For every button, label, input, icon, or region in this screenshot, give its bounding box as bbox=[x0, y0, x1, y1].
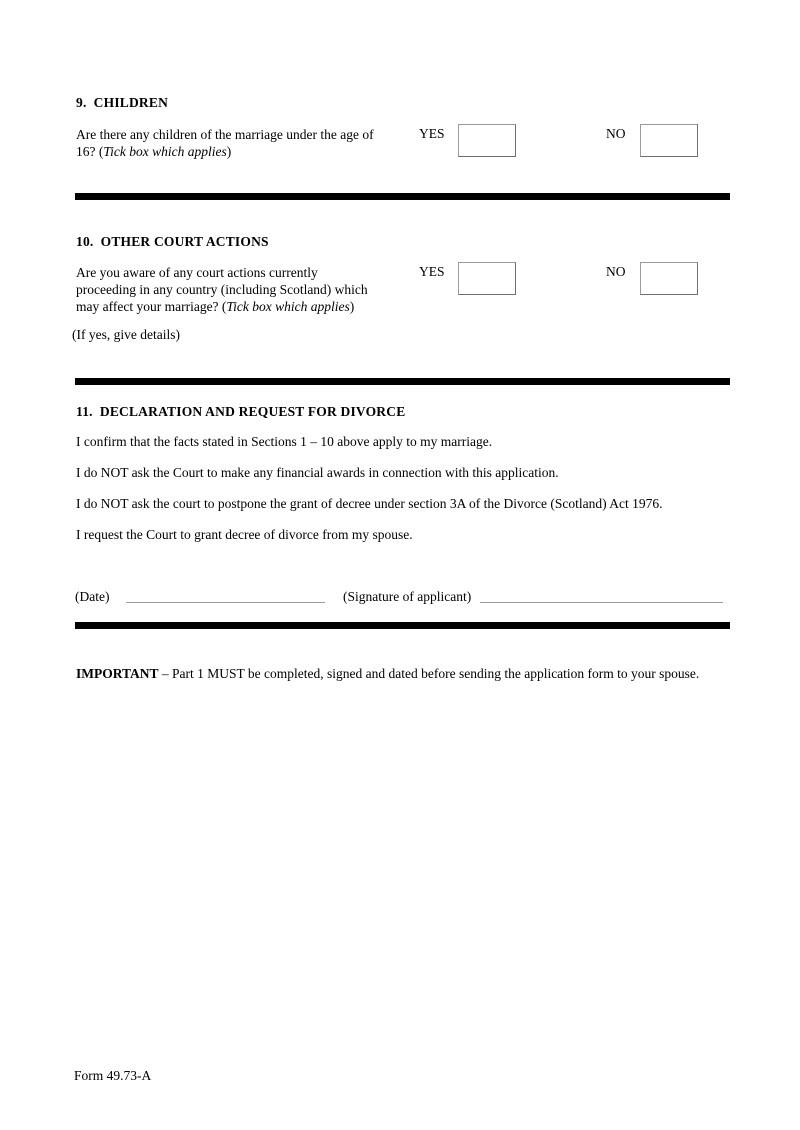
section-9-question-line2-prefix: 16? ( bbox=[76, 144, 104, 159]
section-9-tick-instruction: Tick box which applies bbox=[103, 144, 227, 159]
section-10-question-line3-prefix: may affect your marriage? ( bbox=[76, 299, 227, 314]
declaration-line-4: I request the Court to grant decree of divorce from my spouse. bbox=[76, 527, 413, 542]
section-9-no-checkbox[interactable] bbox=[640, 124, 698, 157]
declaration-line-3: I do NOT ask the court to postpone the grant of decree under section 3A of the Divorce (Scotland) Act 1976. bbox=[76, 496, 663, 511]
form-number-footer: Form 49.73-A bbox=[74, 1068, 152, 1083]
important-notice-text: – Part 1 MUST be completed, signed and dated before sending the application form to your spouse. bbox=[158, 666, 700, 681]
section-10-details-prompt: (If yes, give details) bbox=[72, 327, 180, 342]
section-9-yes-label: YES bbox=[419, 126, 445, 141]
section-9-heading: 9. CHILDREN bbox=[76, 95, 169, 110]
section-10-tick-instruction: Tick box which applies bbox=[226, 299, 350, 314]
declaration-line-1: I confirm that the facts stated in Sections 1 – 10 above apply to my marriage. bbox=[76, 434, 493, 449]
signature-label: (Signature of applicant) bbox=[343, 589, 472, 604]
important-notice-bold-word: IMPORTANT bbox=[76, 666, 159, 681]
section-10-question-line2: proceeding in any country (including Scotland) which bbox=[76, 282, 368, 297]
section-10-question bbox=[76, 264, 411, 315]
section-10-heading: 10. OTHER COURT ACTIONS bbox=[76, 234, 269, 249]
date-label: (Date) bbox=[75, 589, 110, 604]
date-input-line[interactable] bbox=[126, 602, 325, 603]
section-10-yes-label: YES bbox=[419, 264, 445, 279]
section-10-no-checkbox[interactable] bbox=[640, 262, 698, 295]
section-10-question-line1: Are you aware of any court actions currently bbox=[76, 265, 318, 280]
declaration-line-2: I do NOT ask the Court to make any financial awards in connection with this application. bbox=[76, 465, 559, 480]
section-9-no-label: NO bbox=[606, 126, 626, 141]
section-divider-3 bbox=[75, 622, 730, 629]
section-9-yes-checkbox[interactable] bbox=[458, 124, 516, 157]
section-10-yes-checkbox[interactable] bbox=[458, 262, 516, 295]
signature-input-line[interactable] bbox=[480, 602, 723, 603]
section-10-question-line3-suffix: ) bbox=[349, 299, 355, 314]
section-9-question-line1: Are there any children of the marriage under the age of bbox=[76, 127, 374, 142]
section-divider-1 bbox=[75, 193, 730, 200]
section-9-question bbox=[76, 126, 406, 160]
section-9-question-line2-suffix: ) bbox=[226, 144, 232, 159]
section-divider-2 bbox=[75, 378, 730, 385]
section-11-heading: 11. DECLARATION AND REQUEST FOR DIVORCE bbox=[76, 404, 406, 419]
section-10-no-label: NO bbox=[606, 264, 626, 279]
important-notice bbox=[76, 666, 699, 682]
